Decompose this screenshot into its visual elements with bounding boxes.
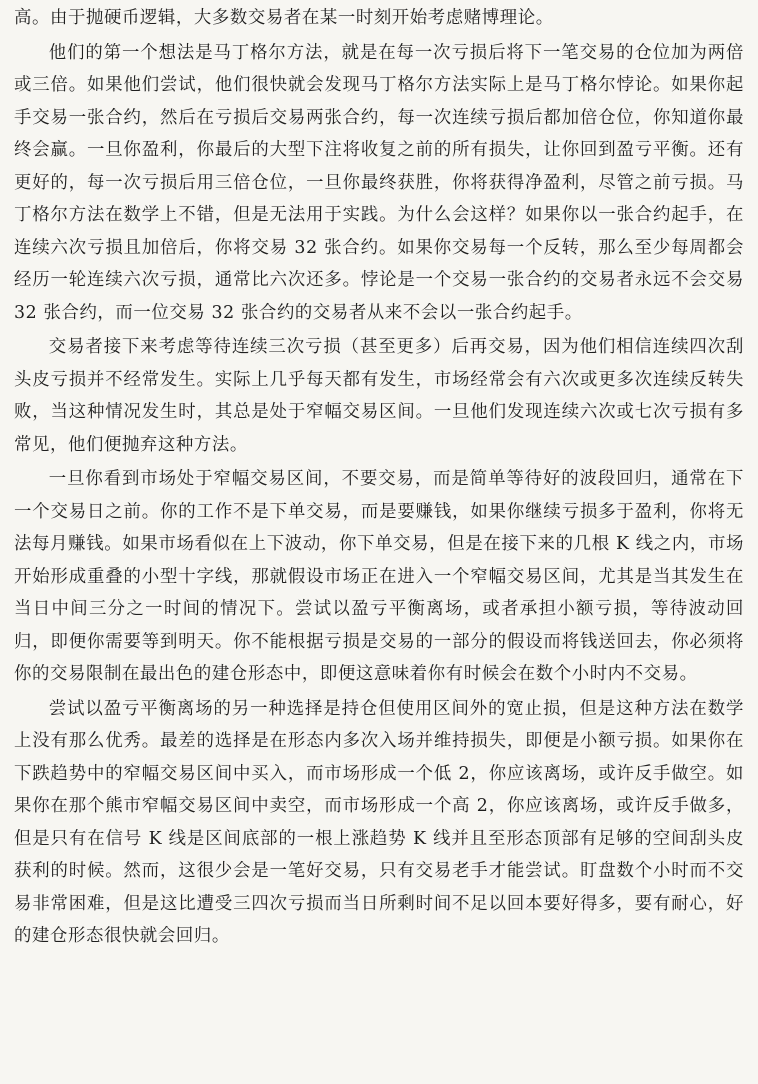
paragraph-1: 高。由于抛硬币逻辑，大多数交易者在某一时刻开始考虑赌博理论。 bbox=[14, 8, 554, 28]
paragraph-4: 一旦你看到市场处于窄幅交易区间，不要交易，而是简单等待好的波段回归，通常在下一个交易日之前。你的工作不是下单交易，而是要赚钱，如果你继续亏损多于盈利，你将无法每月赚钱。如果市场看似在上下波动，你下单交易，但是在接下来的几根 K 线之内，市场开始形成重叠的小型十字线，那就假设市场正在进入一个窄幅交易区间，尤其是当其发生在当日中间三分之一时间的情况下。尝试以盈亏平衡离场，或者承担小额亏损，等待波动回归，即便你需要等到明天。你不能根据亏损是交易的一部分的假设而将钱送回去，你必须将你的交易限制在最出色的建仓形态中，即便这意味着你有时候会在数个小时内不交易。 bbox=[14, 469, 744, 684]
paragraph-3: 交易者接下来考虑等待连续三次亏损（甚至更多）后再交易，因为他们相信连续四次刮头皮亏损并不经常发生。实际上几乎每天都有发生，市场经常会有六次或更多次连续反转失败，当这种情况发生时，其总是处于窄幅交易区间。一旦他们发现连续六次或七次亏损有多常见，他们便抛弃这种方法。 bbox=[14, 337, 744, 455]
paragraph-2: 他们的第一个想法是马丁格尔方法，就是在每一次亏损后将下一笔交易的仓位加为两倍或三倍。如果他们尝试，他们很快就会发现马丁格尔方法实际上是马丁格尔悖论。如果你起手交易一张合约，然后在亏损后交易两张合约，每一次连续亏损后都加倍仓位，你知道你最终会赢。一旦你盈利，你最后的大型下注将收复之前的所有损失，让你回到盈亏平衡。还有更好的，每一次亏损后用三倍仓位，一旦你最终获胜，你将获得净盈利，尽管之前亏损。马丁格尔方法在数学上不错，但是无法用于实践。为什么会这样？如果你以一张合约起手，在连续六次亏损且加倍后，你将交易 32 张合约。如果你交易每一个反转，那么至少每周都会经历一轮连续六次亏损，通常比六次还多。悖论是一个交易一张合约的交易者永远不会交易 32 张合约，而一位交易 32 张合约的交易者从来不会以一张合约起手。 bbox=[14, 42, 744, 323]
paragraph-5: 尝试以盈亏平衡离场的另一种选择是持仓但使用区间外的宽止损，但是这种方法在数学上没有那么优秀。最差的选择是在形态内多次入场并维持损失，即便是小额亏损。如果你在下跌趋势中的窄幅交易区间中买入，而市场形成一个低 2，你应该离场，或许反手做空。如果你在那个熊市窄幅交易区间中卖空，而市场形成一个高 2，你应该离场，或许反手做多，但是只有在信号 K 线是区间底部的一根上涨趋势 K 线并且至形态顶部有足够的空间刮头皮获利的时候。然而，这很少会是一笔好交易，只有交易老手才能尝试。盯盘数个小时而不交易非常困难，但是这比遭受三四次亏损而当日所剩时间不足以回本要好得多，要有耐心，好的建仓形态很快就会回归。 bbox=[14, 698, 744, 946]
